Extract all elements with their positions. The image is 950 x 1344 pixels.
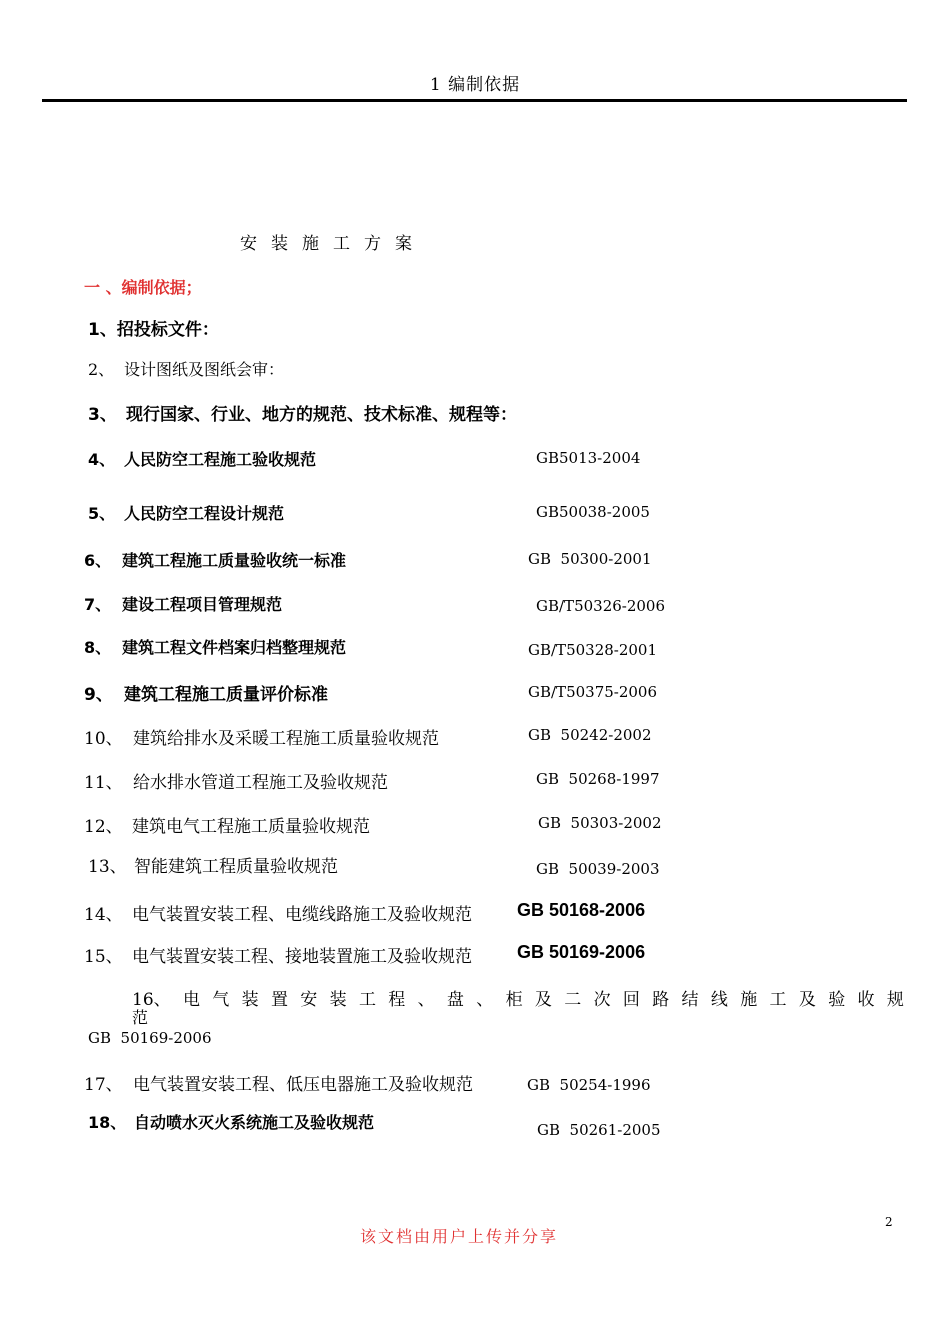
item-number: 14、	[84, 905, 123, 925]
item-text: 自动喷水灭火系统施工及验收规范	[134, 1113, 375, 1132]
list-item	[84, 592, 282, 615]
standard-code: GB 50169-2006	[88, 1029, 212, 1047]
spread-char: 路	[652, 990, 670, 1010]
spread-char: 工	[358, 990, 376, 1010]
spread-char: 及	[534, 990, 552, 1010]
item-number: 8、	[84, 638, 112, 657]
list-item	[84, 768, 388, 793]
item-text: 建筑工程文件档案归档整理规范	[122, 638, 347, 657]
standard-code: GB/T50375-2006	[528, 683, 658, 701]
standard-code: GB 50303-2002	[538, 814, 662, 832]
item-text: 建设工程项目管理规范	[122, 595, 283, 614]
list-item	[88, 1110, 374, 1133]
spread-char: 规	[886, 990, 904, 1010]
footer-watermark-text: 该文档由用户上传并分享	[360, 1227, 559, 1246]
item-text: 人民防空工程设计规范	[124, 504, 285, 523]
item-number: 12、	[84, 817, 123, 837]
spread-char: 、	[417, 990, 435, 1010]
item-number: 9、	[84, 685, 113, 705]
spread-char: 验	[828, 990, 846, 1010]
standard-code: GB/T50328-2001	[528, 641, 658, 659]
item-text: 建筑电气工程施工质量验收规范	[132, 817, 370, 837]
spread-char: 施	[740, 990, 758, 1010]
item-number: 4、	[88, 450, 116, 469]
standard-code: GB50038-2005	[536, 503, 650, 521]
item-number: 15、	[84, 947, 123, 967]
spread-char: 及	[798, 990, 816, 1010]
item-number: 13、	[88, 857, 127, 877]
list-item	[84, 1070, 473, 1095]
spread-char: 回	[622, 990, 640, 1010]
standard-code: GB5013-2004	[536, 449, 641, 467]
page-header: 1 编制依据	[429, 75, 521, 95]
list-item	[84, 900, 472, 925]
spread-char: 装	[329, 990, 347, 1010]
item-number: 11、	[84, 773, 123, 793]
item-number: 18、	[88, 1113, 127, 1132]
item-text: 建筑给排水及采暖工程施工质量验收规范	[133, 729, 439, 749]
item-number: 6、	[84, 551, 112, 570]
standard-code: GB/T50326-2006	[536, 597, 666, 615]
item-text: 给水排水管道工程施工及验收规范	[133, 773, 388, 793]
item-number: 7、	[84, 595, 112, 614]
list-item-justified	[132, 985, 904, 1010]
header-rule	[42, 99, 907, 102]
page-number: 2	[885, 1215, 893, 1229]
spread-char: 柜	[505, 990, 523, 1010]
spread-char: 工	[769, 990, 787, 1010]
list-item	[88, 447, 316, 470]
spread-char: 二	[564, 990, 582, 1010]
spread-char: 收	[857, 990, 875, 1010]
list-item	[84, 635, 346, 658]
item-text: 智能建筑工程质量验收规范	[134, 857, 338, 877]
item-number: 3、	[88, 405, 117, 425]
standard-code: GB 50254-1996	[527, 1076, 651, 1094]
item-text: 设计图纸及图纸会审：	[124, 360, 285, 379]
item-text: 人民防空工程施工验收规范	[124, 450, 317, 469]
item-number: 17、	[84, 1075, 123, 1095]
item-number: 5、	[88, 504, 116, 523]
standard-code: GB 50039-2003	[536, 860, 660, 878]
spread-char: 气	[212, 990, 230, 1010]
spread-char: 置	[270, 990, 288, 1010]
spread-char: 程	[388, 990, 406, 1010]
spread-char: 、	[476, 990, 494, 1010]
list-item	[84, 548, 346, 571]
spread-char: 线	[710, 990, 728, 1010]
list-item	[84, 680, 328, 705]
list-item	[84, 724, 439, 749]
item-number: 2、	[88, 360, 115, 379]
item-text: 电气装置安装工程、接地装置施工及验收规范	[132, 947, 472, 967]
standard-code: GB 50268-1997	[536, 770, 660, 788]
item-text: 电气装置安装工程、电缆线路施工及验收规范	[132, 905, 472, 925]
item-text: 招投标文件：	[116, 320, 219, 340]
document-title: 安装施工方案	[240, 234, 426, 254]
item-number: 1、	[88, 320, 117, 340]
item-text: 建筑工程施工质量评价标准	[124, 685, 328, 705]
item-text-continuation: 范	[132, 1008, 149, 1027]
standard-code: GB 50300-2001	[528, 550, 652, 568]
item-text: 电气装置安装工程、低压电器施工及验收规范	[133, 1075, 473, 1095]
list-item	[88, 400, 517, 425]
spread-char: 安	[300, 990, 318, 1010]
list-item	[88, 501, 284, 524]
list-item	[88, 357, 284, 380]
standard-code: GB 50168-2006	[517, 900, 646, 920]
spread-char: 结	[681, 990, 699, 1010]
spread-char: 次	[593, 990, 611, 1010]
item-text: 现行国家、行业、地方的规范、技术标准、规程等：	[126, 405, 517, 425]
standard-code: GB 50169-2006	[517, 942, 646, 962]
section-heading: 一 、编制依据；	[84, 278, 202, 297]
standard-code: GB 50261-2005	[537, 1121, 661, 1139]
spread-char: 16、	[132, 990, 171, 1010]
spread-char: 盘	[446, 990, 464, 1010]
list-item	[88, 315, 219, 340]
item-number: 10、	[84, 729, 123, 749]
list-item	[88, 852, 338, 877]
list-item	[84, 812, 370, 837]
list-item	[84, 942, 472, 967]
spread-char: 装	[241, 990, 259, 1010]
item-text: 建筑工程施工质量验收统一标准	[122, 551, 347, 570]
standard-code: GB 50242-2002	[528, 726, 652, 744]
spread-char: 电	[182, 990, 200, 1010]
